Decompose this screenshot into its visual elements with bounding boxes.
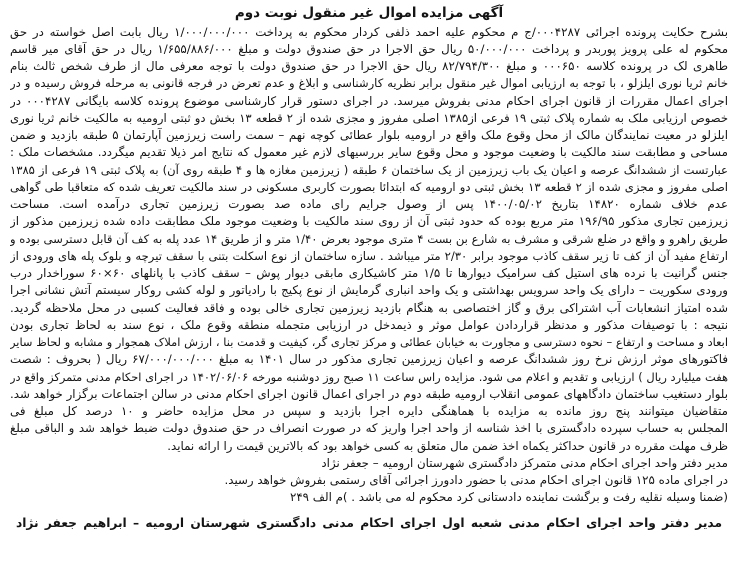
notice-line: هفت میلیارد ریال ) ارزیابی و تقدیم و اعلام می شود. مزایده راس ساعت ۱۱ صبح روز دوشنبه مورخه ۱۴۰۲/۰۶/۰۶ در اجرای احکام مدنی متمرکز واقع در (10, 369, 728, 384)
notice-line: عبارتست از ششدانگ عرصه و اعیان یک باب زیرزمین از یک ساختمان ۶ طبقه ( زیرزمین مغازه ها و ۴ طبقه روی آن) به پلاک ثبتی ۱۹ فرعی از ۱۳۸۵ (10, 162, 728, 177)
notice-line: اصلی مفروز و مجزی شده از ۲ قطعه ۱۳ بخش ثبتی دو ارومیه که ابتدائا بصورت کاربری مسکونی در سند مالکیت تعریف شده که متعاقبا طی گواهی (10, 179, 728, 194)
auction-notice (10, 3, 728, 532)
notice-line: خانم ثریا نوری ایلزلو ، با توجه به ارزیابی اموال غیر منقول برابر نظریه کارشناسی و ابلاغ و عدم تعرض در فرجه قانونی به مرحله فروش رسیده و در (10, 76, 728, 91)
notice-line: ایلزلو در معیت نمایندگان مالک از محل وقوع ملک واقع در ارومیه بلوار عطائی کوچه نهم – سمت راست زیرزمین آپارتمان ۵ طبقه بازدید و ضمن (10, 128, 728, 142)
notice-line: طریق راهرو و واقع در ضلع شرقی و مشرف به شارع بن بست ۴ متری موجود بعرض ۱/۴۰ متر و از طریق ۱۴ عدد پله به کف آن قابل دسترسی بوده و (10, 231, 728, 246)
notice-line: (ضمنا وسیله نقلیه رفت و برگشت نماینده دادستانی کرد محکوم له می باشد . )م الف ۲۴۹ (290, 490, 728, 505)
notice-line: در اجرای ماده ۱۲۵ قانون اجرای احکام مدنی با حضور دادورز اجرائی آقای رستمی بفروش خواهد رسید. (224, 473, 728, 487)
notice-line: ارتفاع مفید آن از کف تا زیر سقف کاذب موجود برابر ۲/۳۰ متر میباشد . سازه ساختمان از نوع اسکلت بتنی با سقف تیرچه و بلوک پله های ورودی از (10, 248, 728, 263)
notice-line: شده امتیاز انشعابات آب اشتراکی برق و گاز اختصاصی به هنگام بازدید زیرزمین تجاری خالی بوده و فاقد فعالیت کسبی در محل ملاحظه گردید. (10, 300, 728, 315)
notice-line: طاهری لک در پرونده کلاسه ۰۰۰۶۵۰ و مبلغ ۸۲/۷۹۴/۳۰۰ ریال حق الاجرا در حق صندوق دولت با توجه معرفی مال از طرف شخص ثالث بنام (10, 59, 728, 73)
notice-line: نتیجه : با توصیفات مذکور و مدنظر قراردادن عوامل موثر و ذیمدخل در ارزیابی متجمله منطقه وقوع ملک ، نوع سند به لحاظ تجاری بودن (10, 317, 728, 332)
notice-line: زیرزمین تجاری مذکور ۱۹۶/۹۵ متر مربع بوده که حدود ثبتی آن از روی سند مالکیت با وضعیت موجود ملک مطابقت داده شده زیرزمین مذکور از (10, 214, 728, 229)
notice-title: آگهی مزایده اموال غیر منقول نوبت دوم (234, 5, 504, 21)
notice-line: بلوار دستغیب ساختمان دادگاههای عمومی انقلاب ارومیه طبقه دوم در اجرای اعمال قانون اجرای احکام مدنی در سالن اجتماعات برگزار خواهد شد. (10, 386, 728, 401)
notice-body (10, 24, 728, 507)
notice-line: خصوص ارزیابی ملک به شماره پلاک ثبتی ۱۹ فرعی از۱۳۸۵ اصلی مفروز و مجزی شده از ۲ قطعه ۱۳ بخش دو ثبتی ارومیه به مالکیت خانم ثریا نوری (10, 110, 728, 125)
notice-line: متقاضیان میتوانند پنج روز مانده به مزایده با هماهنگی دایره اجرا بازدید و سپس در محل مزایده حاضر و ۱۰ درصد کل مبلغ فی (10, 404, 728, 418)
notice-line: المجلس به حساب سپرده دادگستری با اخذ شناسه از واحد اجرا واریز که در صورت انصراف در حق صندوق دولت ضبط خواهد شد و الباقی مبلغ (10, 421, 728, 436)
notice-line: جنس گرانیت با نرده های استیل کف سرامیک دیوارها تا ۱/۵ متر کاشیکاری مابقی دیوار پوش – سقف کاذب با پانلهای ۶۰×۶۰ سوراخدار درب (10, 266, 728, 280)
signature-line: مدیر دفتر واحد اجرای احکام مدنی شعبه اول اجرای احکام مدنی دادگستری شهرستان ارومیه – ابراهیم جعفر نژاد (16, 515, 722, 530)
notice-line: ابعاد و مساحت و ارتفاع – نحوه دسترسی و مجاورت به خیابان عطائی و مرکز تجاری گر، کیفیت و قدمت بنا ، ارزش املاک همجوار و مشابه و لحاظ سایر (10, 335, 728, 349)
notice-line: عدم خلاف شماره ۱۴۸۲۰ بتاریخ ۱۴۰۰/۰۵/۰۲ پس از وصول جرایم رای ماده صد بصورت زیرزمین تجاری درآمده است. مساحت (10, 197, 728, 211)
notice-line: اجرای اعمال مقررات از قانون اجرای احکام مدنی بفروش میرسد. در اجرای دستور قرار کارشناسی موضوع پرونده کلاسه بایگانی ۰۰۰۴۲۸۷ در (10, 93, 728, 108)
notice-line: محکوم له علی پرویز پوربدر و پرداخت ۵۰/۰۰۰/۰۰۰ ریال حق الاجرا در حق صندوق دولت و مبلغ ۱/۶۵۵/۸۸۶/۰۰۰ ریال در حق آقای میر قاسم (10, 41, 728, 56)
notice-line: ظرف مهلت مقرره در قانون حداکثر یکماه اخذ ضمن مال متعلق به کسی خواهد بود که بالاترین قیمت را ارائه نماید. (167, 438, 728, 453)
notice-line: مدیر دفتر واحد اجرای احکام مدنی متمرکز دادگستری شهرستان ارومیه – جعفر نژاد (321, 455, 728, 470)
notice-line: بشرح حکایت پرونده اجرائی ۰۰۰۴۲۸۷/ج م محکوم علیه احمد ذلفی کردار محکوم به پرداخت ۱/۰۰۰/۰۰۰/۰۰۰ ریال بابت اصل خواسته در حق (10, 24, 728, 39)
notice-line: فاکتورهای موثر ارزش نرخ روز ششدانگ عرصه و اعیان زیرزمین تجاری مذکور در سال ۱۴۰۱ به مبلغ ۶۷/۰۰۰/۰۰۰/۰۰۰ ریال ( بحروف : شصت (10, 352, 728, 367)
notice-line: ورودی سکوریت – دارای یک واحد سرویس بهداشتی و یک واحد انباری گرمایش از نوع پکیج با رادیاتور و لوله کشی روکار سیستم آتش نشانی اجرا (10, 283, 728, 298)
notice-line: مساحی و مطابقت سند مالکیت با وضعیت موجود و محل وقوع سایر بررسیهای لازم غیر معمول که نتایج امر ذیلا تقدیم میگردد. مشخصات ملک : (10, 145, 728, 160)
